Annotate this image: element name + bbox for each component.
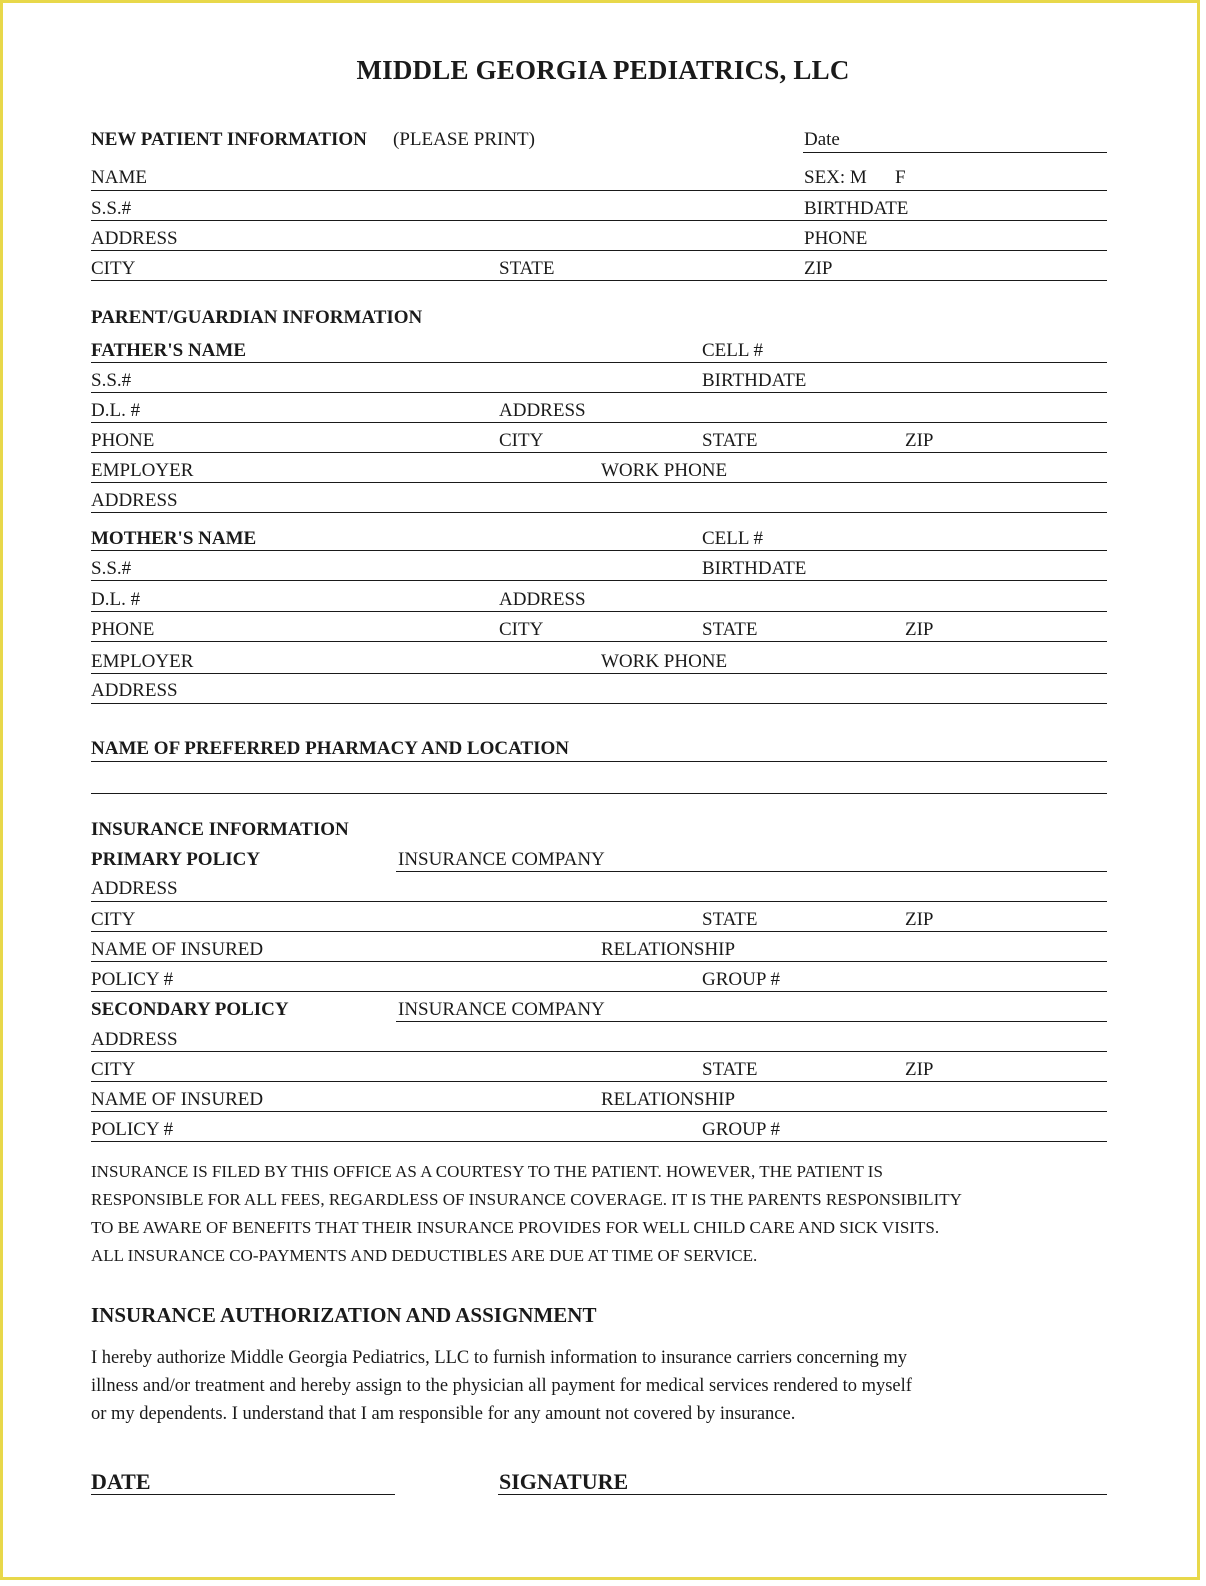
- primary-policy-line[interactable]: [91, 991, 1107, 992]
- primary-group-label: GROUP #: [702, 969, 780, 990]
- secondary-group-label: GROUP #: [702, 1119, 780, 1140]
- guardian-section-heading: PARENT/GUARDIAN INFORMATION: [91, 307, 423, 328]
- primary-address-line[interactable]: [91, 901, 1107, 902]
- secondary-address-label: ADDRESS: [91, 1029, 178, 1050]
- form-title: MIDDLE GEORGIA PEDIATRICS, LLC: [356, 55, 850, 85]
- signoff-date-line[interactable]: [91, 1494, 395, 1495]
- mother-ss-line[interactable]: [91, 580, 1107, 581]
- insurance-section-heading: INSURANCE INFORMATION: [91, 819, 349, 840]
- notice-line: TO BE AWARE OF BENEFITS THAT THEIR INSURANCE PROVIDES FOR WELL CHILD CARE AND SICK VISITS.: [91, 1218, 940, 1237]
- secondary-policy-num-label: POLICY #: [91, 1119, 174, 1140]
- authorization-text: [91, 1344, 912, 1428]
- father-name-label: FATHER'S NAME: [91, 340, 246, 361]
- patient-ss-line[interactable]: [91, 220, 1107, 221]
- secondary-insured-label: NAME OF INSURED: [91, 1089, 264, 1110]
- mother-phone-line[interactable]: [91, 641, 1107, 642]
- patient-city-label: CITY: [91, 258, 136, 279]
- primary-zip-label: ZIP: [905, 909, 934, 930]
- secondary-company-line[interactable]: [396, 1021, 1107, 1022]
- patient-section-heading: NEW PATIENT INFORMATION: [91, 129, 367, 150]
- secondary-relationship-label: RELATIONSHIP: [601, 1089, 736, 1110]
- father-dl-label: D.L. #: [91, 400, 141, 421]
- date-line[interactable]: [803, 152, 1107, 153]
- father-ss-line[interactable]: [91, 392, 1107, 393]
- notice-line: RESPONSIBLE FOR ALL FEES, REGARDLESS OF INSURANCE COVERAGE. IT IS THE PARENTS RESPONSIBILITY: [91, 1190, 962, 1209]
- mother-ss-label: S.S.#: [91, 558, 132, 579]
- father-zip-label: ZIP: [905, 430, 934, 451]
- primary-company-label: INSURANCE COMPANY: [398, 849, 605, 870]
- father-state-label: STATE: [702, 430, 758, 451]
- mother-cell-label: CELL #: [702, 528, 764, 549]
- sex-label: SEX: M: [804, 167, 867, 188]
- mother-work-phone-label: WORK PHONE: [601, 651, 728, 672]
- authorization-line: I hereby authorize Middle Georgia Pediatrics, LLC to furnish information to insurance carriers concerning my: [91, 1348, 907, 1368]
- mother-name-label: MOTHER'S NAME: [91, 528, 257, 549]
- mother-city-label: CITY: [499, 619, 544, 640]
- mother-address-label: ADDRESS: [499, 589, 586, 610]
- mother-employer-address-line[interactable]: [91, 703, 1107, 704]
- notice-line: INSURANCE IS FILED BY THIS OFFICE AS A COURTESY TO THE PATIENT. HOWEVER, THE PATIENT IS: [91, 1162, 883, 1181]
- patient-name-label: NAME: [91, 167, 147, 188]
- father-city-label: CITY: [499, 430, 544, 451]
- father-ss-label: S.S.#: [91, 370, 132, 391]
- patient-zip-label: ZIP: [804, 258, 833, 279]
- sex-f-label: F: [895, 167, 906, 188]
- secondary-zip-label: ZIP: [905, 1059, 934, 1080]
- father-work-phone-label: WORK PHONE: [601, 460, 728, 481]
- authorization-line: or my dependents. I understand that I am responsible for any amount not covered by insurance.: [91, 1404, 796, 1424]
- patient-birthdate-label: BIRTHDATE: [804, 198, 909, 219]
- father-employer-address-line[interactable]: [91, 512, 1107, 513]
- primary-city-line[interactable]: [91, 931, 1107, 932]
- father-phone-line[interactable]: [91, 452, 1107, 453]
- secondary-insured-line[interactable]: [91, 1111, 1107, 1112]
- mother-employer-line[interactable]: [91, 673, 1107, 674]
- mother-dl-line[interactable]: [91, 611, 1107, 612]
- primary-company-line[interactable]: [396, 871, 1107, 872]
- mother-birthdate-label: BIRTHDATE: [702, 558, 807, 579]
- mother-phone-label: PHONE: [91, 619, 155, 640]
- please-print-note: (PLEASE PRINT): [393, 129, 535, 150]
- primary-insured-line[interactable]: [91, 961, 1107, 962]
- signature-label: SIGNATURE: [499, 1469, 629, 1494]
- signoff-date-label: DATE: [91, 1469, 151, 1494]
- primary-insured-label: NAME OF INSURED: [91, 939, 264, 960]
- authorization-heading: INSURANCE AUTHORIZATION AND ASSIGNMENT: [91, 1303, 597, 1327]
- mother-zip-label: ZIP: [905, 619, 934, 640]
- patient-address-line[interactable]: [91, 250, 1107, 251]
- father-phone-label: PHONE: [91, 430, 155, 451]
- authorization-line: illness and/or treatment and hereby assign to the physician all payment for medical services rendered to myself: [91, 1376, 912, 1396]
- father-employer-line[interactable]: [91, 482, 1107, 483]
- patient-address-label: ADDRESS: [91, 228, 178, 249]
- patient-name-line[interactable]: [91, 190, 1107, 191]
- mother-name-line[interactable]: [91, 550, 1107, 551]
- signature-line[interactable]: [498, 1494, 1107, 1495]
- secondary-address-line[interactable]: [91, 1051, 1107, 1052]
- date-label: Date: [804, 129, 840, 150]
- primary-policy-num-label: POLICY #: [91, 969, 174, 990]
- father-cell-label: CELL #: [702, 340, 764, 361]
- primary-city-label: CITY: [91, 909, 136, 930]
- mother-dl-label: D.L. #: [91, 589, 141, 610]
- pharmacy-line-1[interactable]: [91, 761, 1107, 762]
- patient-ss-label: S.S.#: [91, 198, 132, 219]
- father-employer-label: EMPLOYER: [91, 460, 194, 481]
- secondary-company-label: INSURANCE COMPANY: [398, 999, 605, 1020]
- secondary-policy-label: SECONDARY POLICY: [91, 999, 289, 1020]
- father-address-label: ADDRESS: [499, 400, 586, 421]
- mother-employer-address-label: ADDRESS: [91, 680, 178, 701]
- pharmacy-label: NAME OF PREFERRED PHARMACY AND LOCATION: [91, 738, 569, 759]
- patient-city-line[interactable]: [91, 280, 1107, 281]
- father-name-line[interactable]: [91, 362, 1107, 363]
- secondary-state-label: STATE: [702, 1059, 758, 1080]
- mother-state-label: STATE: [702, 619, 758, 640]
- patient-state-label: STATE: [499, 258, 555, 279]
- primary-state-label: STATE: [702, 909, 758, 930]
- father-birthdate-label: BIRTHDATE: [702, 370, 807, 391]
- secondary-city-label: CITY: [91, 1059, 136, 1080]
- primary-address-label: ADDRESS: [91, 878, 178, 899]
- mother-employer-label: EMPLOYER: [91, 651, 194, 672]
- notice-line: ALL INSURANCE CO-PAYMENTS AND DEDUCTIBLES ARE DUE AT TIME OF SERVICE.: [91, 1246, 758, 1265]
- father-dl-line[interactable]: [91, 422, 1107, 423]
- primary-relationship-label: RELATIONSHIP: [601, 939, 736, 960]
- patient-phone-label: PHONE: [804, 228, 868, 249]
- secondary-policy-line[interactable]: [91, 1141, 1107, 1142]
- pharmacy-line-2[interactable]: [91, 793, 1107, 794]
- insurance-notice: [91, 1158, 962, 1270]
- primary-policy-label: PRIMARY POLICY: [91, 849, 261, 870]
- secondary-city-line[interactable]: [91, 1081, 1107, 1082]
- father-employer-address-label: ADDRESS: [91, 490, 178, 511]
